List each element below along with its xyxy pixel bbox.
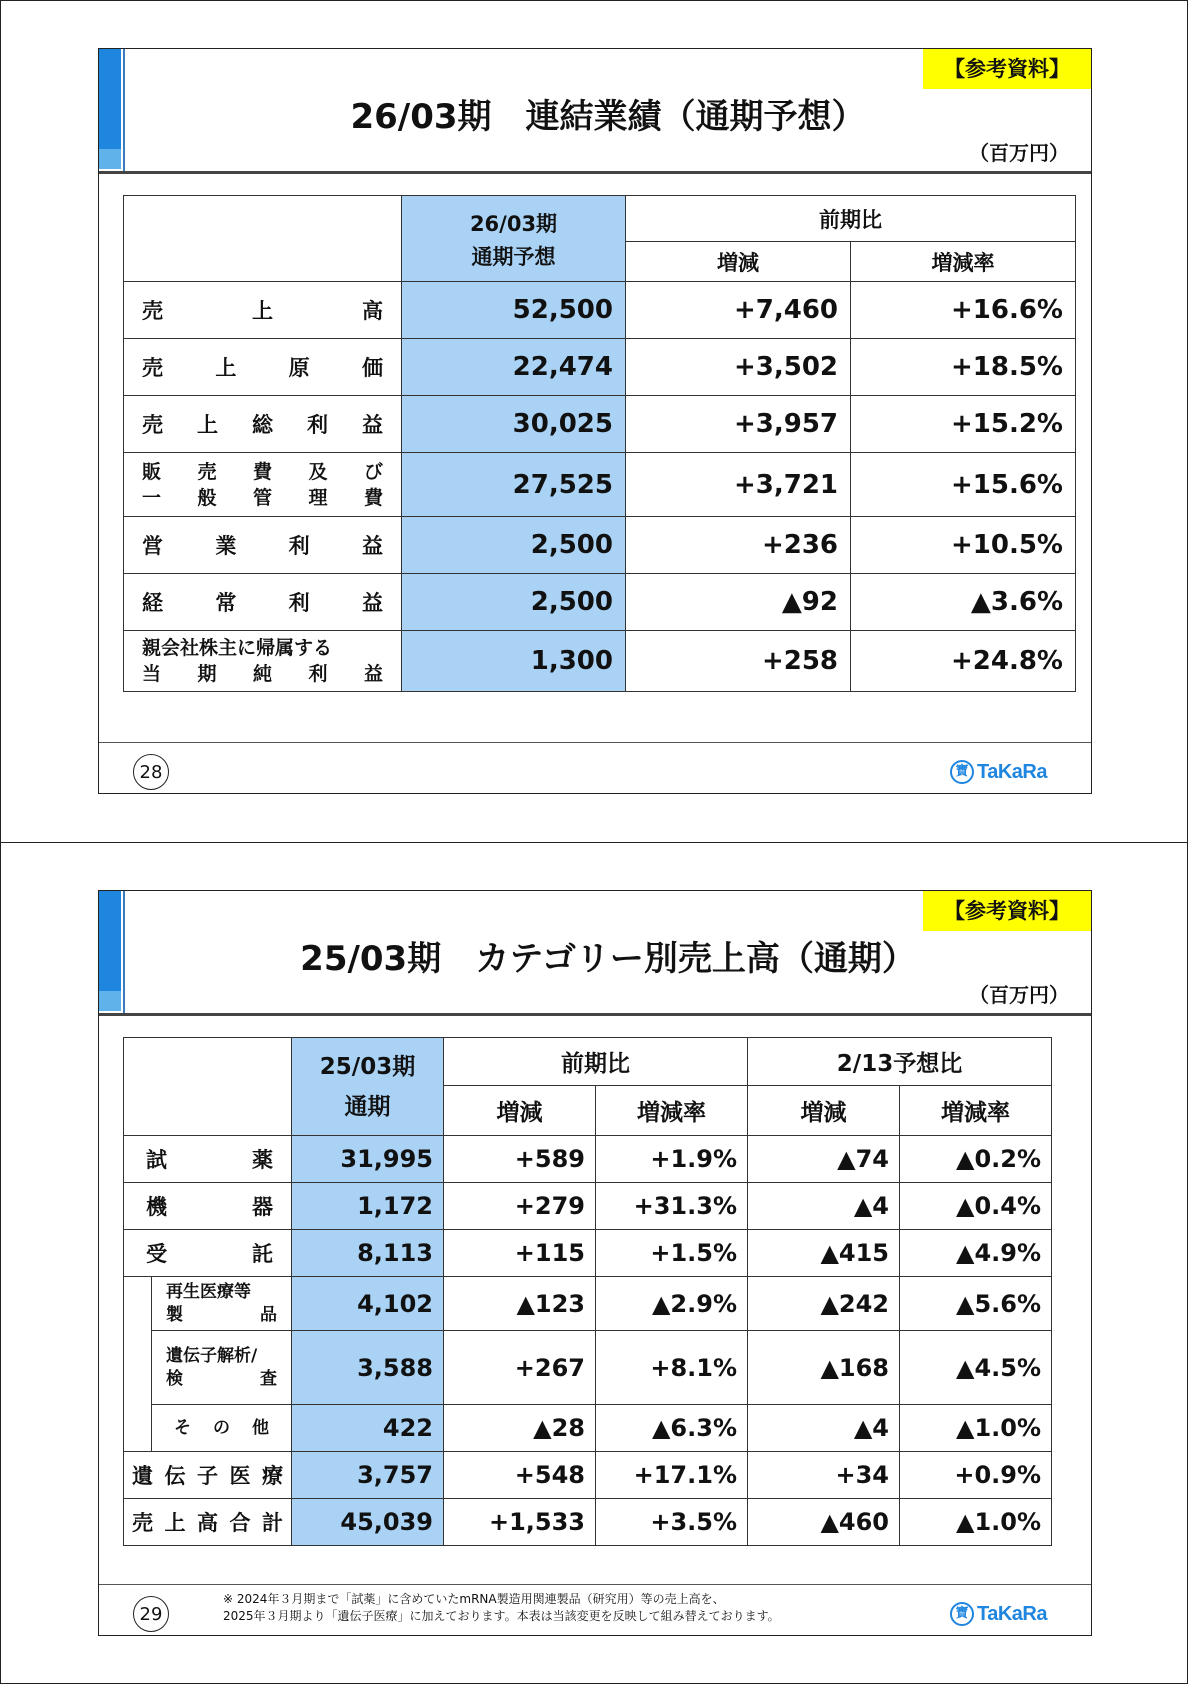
actual-value: 3,588 xyxy=(292,1331,444,1405)
logo-text: TaKaRa xyxy=(977,1602,1047,1625)
label-char: 医 xyxy=(229,1464,251,1488)
change-value: +258 xyxy=(626,631,851,692)
indent-cell xyxy=(124,1405,152,1452)
label-line1: 遺伝子解析/ xyxy=(166,1345,258,1366)
unit-label: （百万円） xyxy=(969,983,1069,1007)
label-char: 高 xyxy=(197,1511,218,1535)
slide-title: 25/03期 カテゴリー別売上高（通期） xyxy=(300,939,916,979)
actual-value: 8,113 xyxy=(292,1230,444,1277)
label-char: 益 xyxy=(362,413,383,437)
prev-rate-value: +1.9% xyxy=(596,1136,748,1183)
fc-rate-value: ▲4.9% xyxy=(900,1230,1052,1277)
forecast-value: 30,025 xyxy=(402,396,626,453)
change-value: +7,460 xyxy=(626,282,851,339)
change-value: +236 xyxy=(626,517,851,574)
slide-title: 26/03期 連結業績（通期予想） xyxy=(350,97,866,137)
label-line1: 再生医療等 xyxy=(166,1281,251,1302)
label-char: 伝 xyxy=(164,1464,186,1488)
actual-value: 4,102 xyxy=(292,1277,444,1331)
fc-rate-header: 増減率 xyxy=(900,1086,1052,1136)
indent-cell xyxy=(124,1331,152,1405)
reference-tag: 【参考資料】 xyxy=(923,49,1091,89)
prev-rate-value: ▲6.3% xyxy=(596,1405,748,1452)
fc-change-value: ▲74 xyxy=(748,1136,900,1183)
label-char: 高 xyxy=(362,299,383,323)
takara-logo xyxy=(950,1600,1047,1628)
rate-value: +10.5% xyxy=(851,517,1076,574)
accent-bar-light xyxy=(99,149,121,169)
rate-value: ▲3.6% xyxy=(851,574,1076,631)
forecast-compare-header: 2/13予想比 xyxy=(748,1038,1052,1086)
prev-change-value: ▲123 xyxy=(444,1277,596,1331)
fc-rate-value: ▲4.5% xyxy=(900,1331,1052,1405)
row-label xyxy=(124,282,402,339)
label-char: 利 xyxy=(288,534,310,558)
label-char: 利 xyxy=(308,663,328,685)
rate-value: +15.2% xyxy=(851,396,1076,453)
unit-label: （百万円） xyxy=(969,141,1069,165)
table-corner xyxy=(124,1038,292,1136)
prev-rate-header: 増減率 xyxy=(596,1086,748,1136)
label-char: 査 xyxy=(260,1368,277,1389)
table-row xyxy=(124,1230,1052,1277)
label-char: 上 xyxy=(215,356,237,380)
row-label xyxy=(152,1277,292,1331)
forecast-header xyxy=(402,196,626,282)
fc-rate-value: +0.9% xyxy=(900,1452,1052,1499)
prev-rate-value: +31.3% xyxy=(596,1183,748,1230)
label-char: 製 xyxy=(166,1304,183,1325)
table-subrow xyxy=(124,1277,1052,1331)
label-char: 当 xyxy=(142,663,162,685)
label-char: 機 xyxy=(146,1195,167,1219)
table-subrow xyxy=(124,1331,1052,1405)
prev-change-value: ▲28 xyxy=(444,1405,596,1452)
table-row xyxy=(124,631,1076,692)
row-label xyxy=(124,396,402,453)
prev-rate-value: +8.1% xyxy=(596,1331,748,1405)
header-divider xyxy=(99,171,1091,174)
forecast-value: 1,300 xyxy=(402,631,626,692)
label-char: そ xyxy=(174,1417,191,1438)
change-value: +3,957 xyxy=(626,396,851,453)
actual-value: 45,039 xyxy=(292,1499,444,1546)
accent-bar xyxy=(99,49,121,149)
table-row xyxy=(124,574,1076,631)
table-row xyxy=(124,282,1076,339)
row-label xyxy=(124,339,402,396)
label-char: 試 xyxy=(146,1148,167,1172)
takara-logo xyxy=(950,758,1047,786)
forecast-header-line1: 26/03期 xyxy=(469,211,558,236)
label-char: 遺 xyxy=(132,1464,153,1488)
prev-year-header: 前期比 xyxy=(444,1038,748,1086)
prev-change-value: +267 xyxy=(444,1331,596,1405)
rate-value: +18.5% xyxy=(851,339,1076,396)
label-char: 検 xyxy=(166,1368,183,1389)
footer-divider xyxy=(99,1584,1091,1585)
label-char: 販 xyxy=(142,460,162,483)
label-char: の xyxy=(213,1417,230,1438)
label-char: 器 xyxy=(252,1195,273,1219)
fc-rate-value: ▲5.6% xyxy=(900,1277,1052,1331)
actual-value: 31,995 xyxy=(292,1136,444,1183)
label-char: 経 xyxy=(142,591,163,615)
actual-header xyxy=(292,1038,444,1136)
label-char: 管 xyxy=(252,486,272,509)
row-label xyxy=(124,1452,292,1499)
footer-divider xyxy=(99,742,1091,743)
fc-rate-value: ▲1.0% xyxy=(900,1405,1052,1452)
slide-category-sales xyxy=(98,890,1092,1636)
forecast-value: 27,525 xyxy=(402,453,626,517)
fc-change-value: ▲415 xyxy=(748,1230,900,1277)
prev-year-header: 前期比 xyxy=(626,196,1076,242)
actual-header-line1: 25/03期 xyxy=(319,1053,416,1080)
prev-change-value: +548 xyxy=(444,1452,596,1499)
prev-change-value: +1,533 xyxy=(444,1499,596,1546)
accent-bar xyxy=(99,891,121,991)
slide-consolidated-forecast xyxy=(98,48,1092,794)
actual-value: 3,757 xyxy=(292,1452,444,1499)
change-value: +3,502 xyxy=(626,339,851,396)
label-char: 売 xyxy=(132,1511,153,1535)
row-label xyxy=(124,631,402,692)
fc-rate-value: ▲1.0% xyxy=(900,1499,1052,1546)
label-char: 他 xyxy=(252,1417,269,1438)
forecast-header-line2: 通期予想 xyxy=(471,244,556,269)
fc-change-value: ▲168 xyxy=(748,1331,900,1405)
category-sales-table xyxy=(123,1037,1052,1546)
takara-mark-icon: 寶 xyxy=(950,1602,974,1626)
label-char: 品 xyxy=(260,1304,277,1325)
table-row xyxy=(124,1452,1052,1499)
label-char: 価 xyxy=(361,356,383,380)
forecast-value: 52,500 xyxy=(402,282,626,339)
row-label xyxy=(124,574,402,631)
label-char: 純 xyxy=(252,663,272,685)
row-label xyxy=(124,1136,292,1183)
label-char: 理 xyxy=(308,486,328,509)
fc-change-value: ▲460 xyxy=(748,1499,900,1546)
label-char: 受 xyxy=(146,1242,167,1266)
page-number: 29 xyxy=(133,1596,169,1632)
label-char: 上 xyxy=(164,1511,186,1535)
label-char: 益 xyxy=(363,663,383,685)
fc-rate-value: ▲0.4% xyxy=(900,1183,1052,1230)
footnote-line1: ※ 2024年３月期まで「試薬」に含めていたmRNA製造用関連製品（研究用）等の売上高を、 xyxy=(223,1592,725,1606)
table-row xyxy=(124,396,1076,453)
label-char: 業 xyxy=(215,534,237,558)
table-row xyxy=(124,1183,1052,1230)
actual-value: 422 xyxy=(292,1405,444,1452)
actual-header-line2: 通期 xyxy=(344,1093,391,1120)
label-char: 療 xyxy=(262,1464,283,1488)
table-row xyxy=(124,339,1076,396)
prev-rate-value: +17.1% xyxy=(596,1452,748,1499)
footnote-line2: 2025年３月期より「遺伝子医療」に加えております。本表は当該変更を反映して組み替えております。 xyxy=(223,1609,780,1623)
label-char: 般 xyxy=(197,486,217,509)
prev-change-value: +589 xyxy=(444,1136,596,1183)
label-char: 期 xyxy=(197,663,217,685)
label-char: 託 xyxy=(252,1242,273,1266)
label-char: 利 xyxy=(307,413,328,437)
accent-bar-light xyxy=(99,991,121,1011)
change-value: +3,721 xyxy=(626,453,851,517)
row-label xyxy=(124,453,402,517)
table-row xyxy=(124,517,1076,574)
logo-text: TaKaRa xyxy=(977,760,1047,783)
label-char: 営 xyxy=(142,534,163,558)
label-char: 費 xyxy=(252,460,272,483)
change-value: ▲92 xyxy=(626,574,851,631)
forecast-table xyxy=(123,195,1076,692)
fc-change-value: ▲4 xyxy=(748,1183,900,1230)
label-char: 益 xyxy=(361,534,383,558)
label-char: 上 xyxy=(252,299,273,323)
label-char: 益 xyxy=(361,591,383,615)
label-char: 薬 xyxy=(252,1148,273,1172)
fc-change-header: 増減 xyxy=(748,1086,900,1136)
change-header: 増減 xyxy=(626,242,851,282)
label-char: 費 xyxy=(363,486,383,509)
forecast-value: 2,500 xyxy=(402,517,626,574)
actual-value: 1,172 xyxy=(292,1183,444,1230)
forecast-value: 2,500 xyxy=(402,574,626,631)
fc-change-value: +34 xyxy=(748,1452,900,1499)
prev-rate-value: +1.5% xyxy=(596,1230,748,1277)
label-char: 売 xyxy=(142,413,163,437)
row-label xyxy=(124,1499,292,1546)
fc-change-value: ▲4 xyxy=(748,1405,900,1452)
rate-value: +15.6% xyxy=(851,453,1076,517)
header-divider xyxy=(99,1013,1091,1016)
label-char: 総 xyxy=(252,413,273,437)
label-char: 売 xyxy=(142,299,163,323)
prev-change-value: +115 xyxy=(444,1230,596,1277)
table-row xyxy=(124,1136,1052,1183)
label-char: 利 xyxy=(288,591,310,615)
prev-change-header: 増減 xyxy=(444,1086,596,1136)
label-char: 原 xyxy=(288,356,310,380)
row-label xyxy=(124,1183,292,1230)
fc-rate-value: ▲0.2% xyxy=(900,1136,1052,1183)
row-label xyxy=(124,1230,292,1277)
prev-rate-value: ▲2.9% xyxy=(596,1277,748,1331)
label-char: 子 xyxy=(197,1464,218,1488)
label-char: 売 xyxy=(142,356,163,380)
forecast-value: 22,474 xyxy=(402,339,626,396)
rate-value: +24.8% xyxy=(851,631,1076,692)
page-number: 28 xyxy=(133,754,169,790)
table-row xyxy=(124,1499,1052,1546)
row-label xyxy=(124,517,402,574)
reference-tag: 【参考資料】 xyxy=(923,891,1091,931)
row-label xyxy=(152,1405,292,1452)
prev-change-value: +279 xyxy=(444,1183,596,1230)
table-subrow xyxy=(124,1405,1052,1452)
label-char: 合 xyxy=(229,1511,251,1535)
table-corner xyxy=(124,196,402,282)
label-line1: 親会社株主に帰属する xyxy=(142,637,333,659)
fc-change-value: ▲242 xyxy=(748,1277,900,1331)
label-char: 一 xyxy=(142,486,162,509)
prev-rate-value: +3.5% xyxy=(596,1499,748,1546)
takara-mark-icon: 寶 xyxy=(950,760,974,784)
label-char: 上 xyxy=(197,413,218,437)
indent-cell xyxy=(124,1277,152,1331)
label-char: 及 xyxy=(308,460,328,483)
label-char: 売 xyxy=(197,460,217,483)
row-label xyxy=(152,1331,292,1405)
footnote xyxy=(223,1591,780,1625)
label-char: び xyxy=(363,460,383,483)
label-char: 計 xyxy=(262,1511,283,1535)
label-char: 常 xyxy=(215,591,237,615)
rate-header: 増減率 xyxy=(851,242,1076,282)
rate-value: +16.6% xyxy=(851,282,1076,339)
table-row xyxy=(124,453,1076,517)
